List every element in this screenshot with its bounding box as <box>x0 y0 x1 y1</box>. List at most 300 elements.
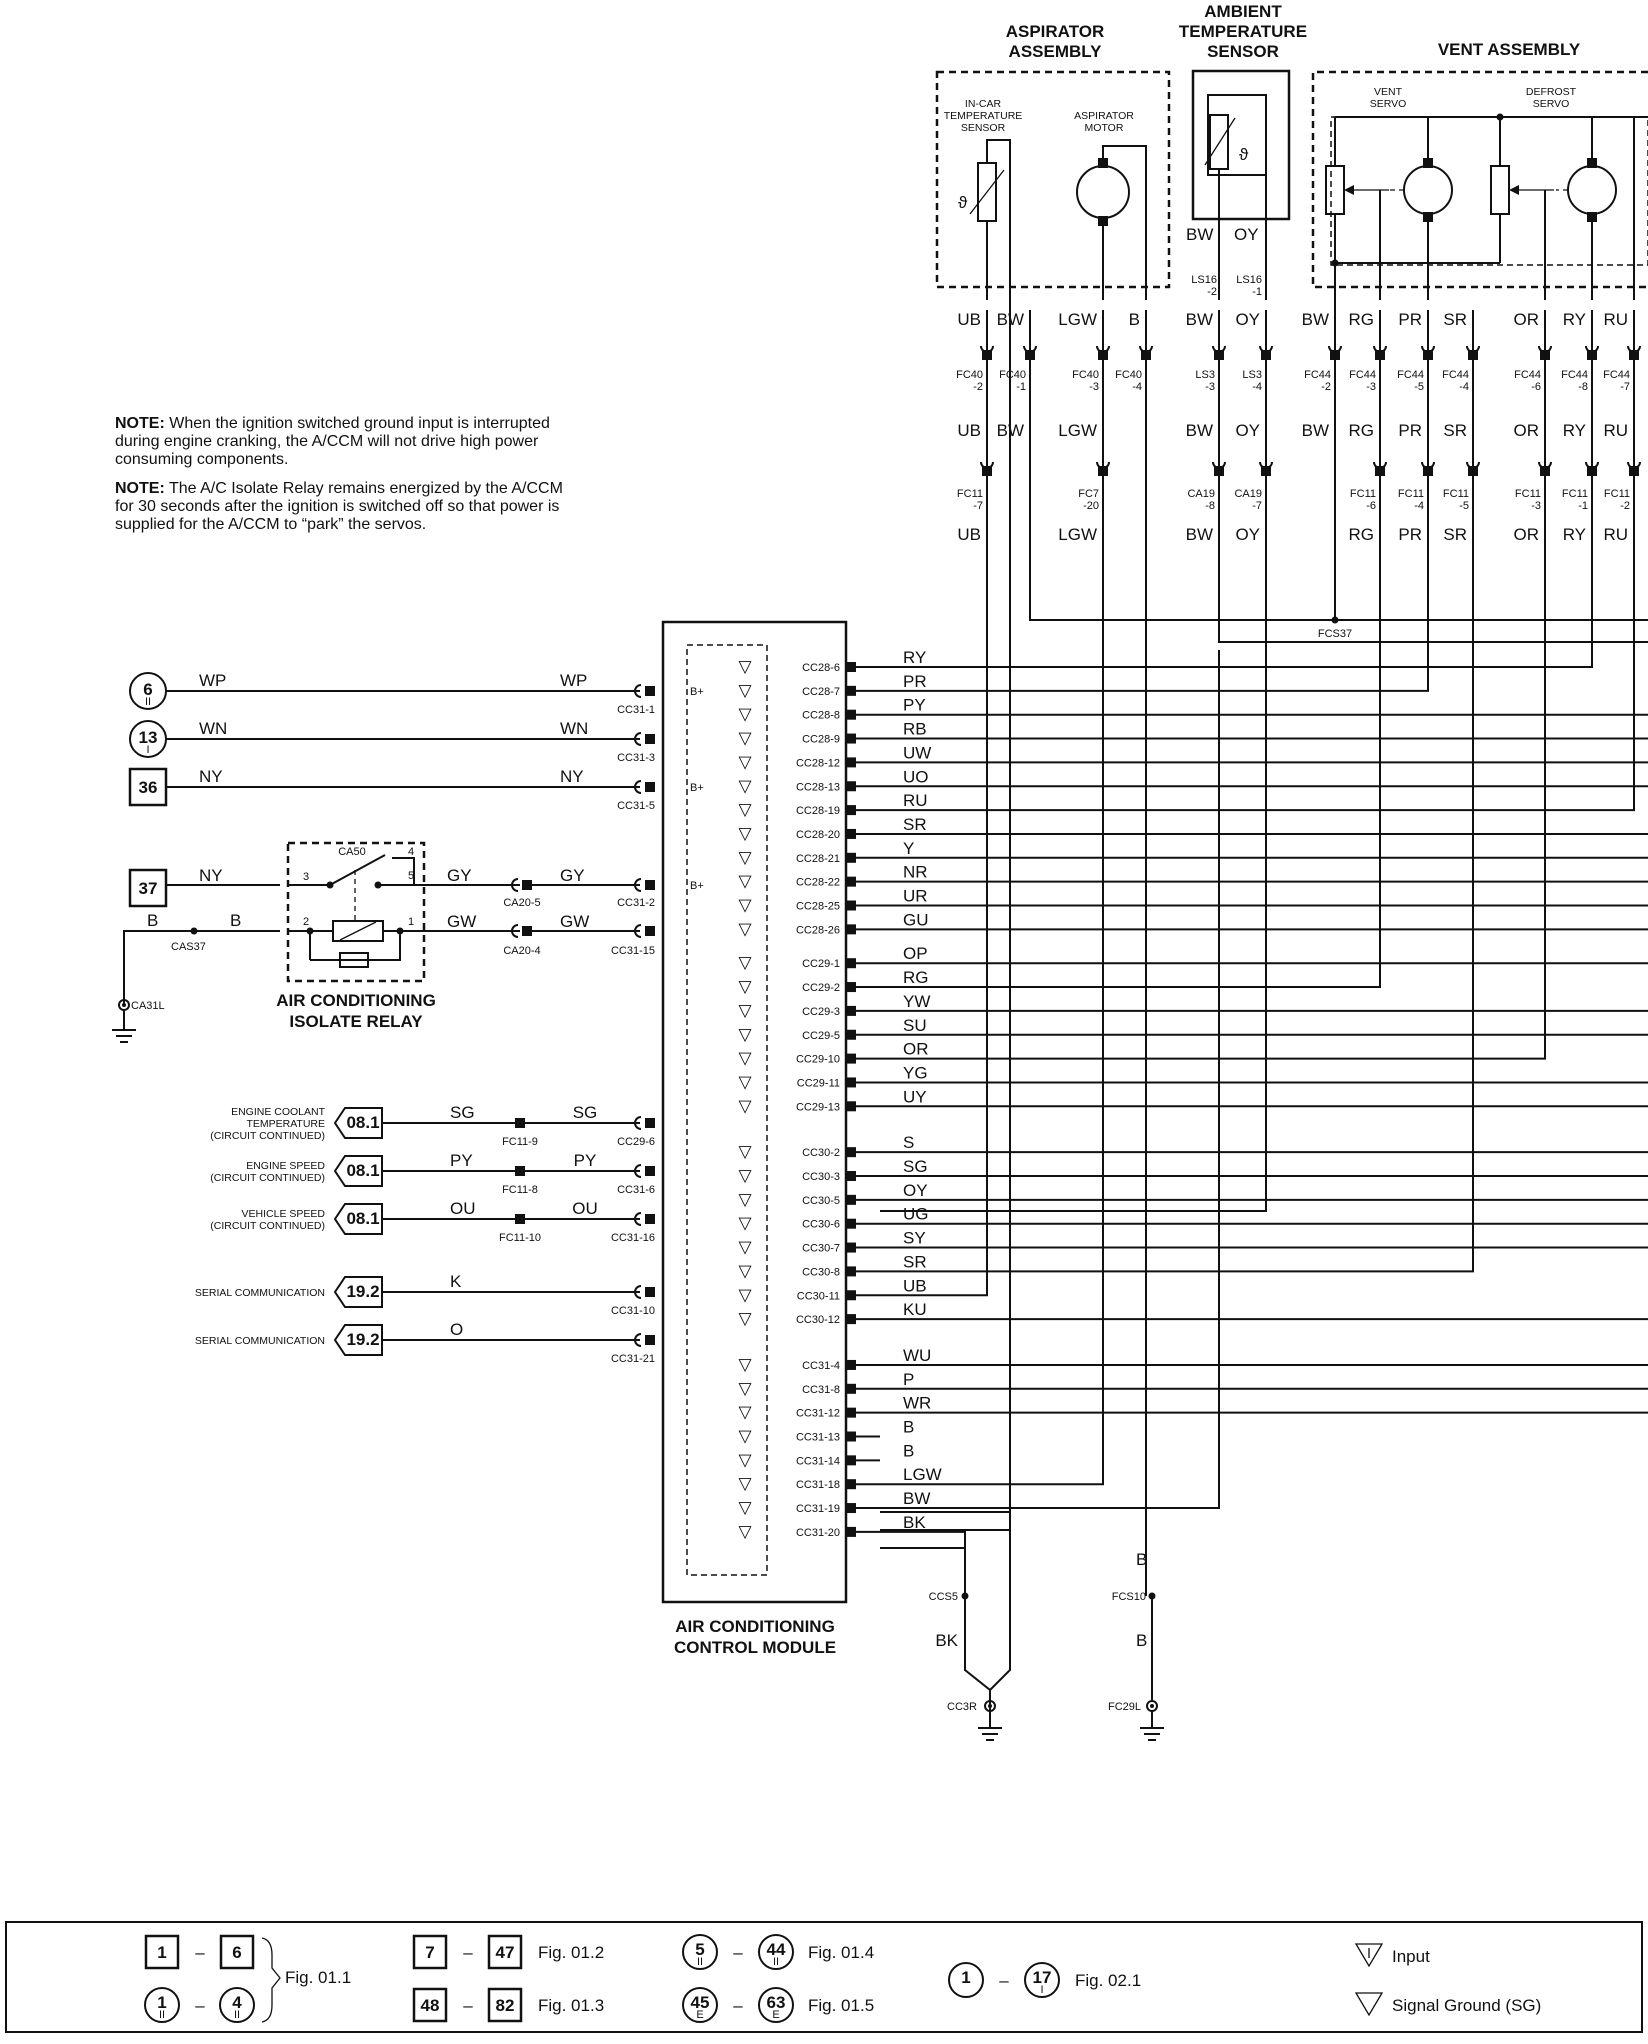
fcs37-splice <box>1332 617 1339 624</box>
circuit-ref-number: 08.1 <box>346 1161 380 1180</box>
fcs37-label: FCS37 <box>1317 628 1353 640</box>
inline-pin <box>515 1118 525 1128</box>
row3-connector-pin: -5 <box>1459 500 1469 512</box>
left-wire-b: WP <box>560 671 588 690</box>
module-pin-wire: P <box>903 1369 915 1389</box>
legend-ref-sub: II <box>696 1956 704 1968</box>
module-pin-label: CC30-8 <box>802 1266 840 1279</box>
row3-connector-pin: -3 <box>1531 500 1541 512</box>
aspirator-motor-icon <box>1077 166 1129 218</box>
control-module <box>663 622 846 1657</box>
module-pin-terminal <box>846 734 856 744</box>
svg-text:GY: GY <box>447 866 472 885</box>
module-name-1: AIR CONDITIONING <box>675 1617 835 1636</box>
signal-ground-icon: ▽ <box>738 1261 752 1281</box>
circuit-ref-connector-label: CC31-16 <box>610 1232 655 1244</box>
legend-dash: – <box>463 1996 473 2015</box>
module-pin-label: CC28-19 <box>795 805 840 818</box>
left-connector-label: CC31-1 <box>617 704 655 716</box>
legend-signal-ground-icon <box>1356 1993 1382 2015</box>
circuit-ref-connector-label: CC31-6 <box>617 1184 655 1196</box>
signal-ground-icon: ▽ <box>738 1213 752 1233</box>
legend-ref-number: 48 <box>420 1996 440 2015</box>
aspirator-assembly <box>937 72 1169 300</box>
row2-wire-label: RG <box>1348 421 1374 440</box>
legend-ref-number: 7 <box>425 1943 435 1962</box>
row3-connector-pin: -6 <box>1366 500 1376 512</box>
row1-wire-label: BW <box>1301 310 1329 329</box>
relay-ground-label: CA31L <box>131 1000 165 1012</box>
note-1-line-1: NOTE: When the ignition switched ground input is interrupted <box>115 415 550 432</box>
module-pin-label: CC30-12 <box>795 1314 840 1327</box>
circuit-ref-connector-label: CC31-21 <box>610 1353 655 1365</box>
svg-text:LS16: LS16 <box>1191 274 1217 286</box>
circuit-ref-inline: FC11-10 <box>499 1232 541 1244</box>
module-pin-label: CC31-14 <box>795 1455 840 1468</box>
row1-wire-label: PR <box>1398 310 1422 329</box>
signal-ground-icon: ▽ <box>738 752 752 772</box>
module-pin-wire: B <box>903 1441 915 1461</box>
row1-wire-label: OY <box>1235 310 1260 329</box>
legend-sg-label: Signal Ground (SG) <box>1392 1996 1542 2015</box>
legend-ref-number: 17 <box>1032 1968 1052 1987</box>
module-pin-wire: S <box>903 1133 915 1153</box>
svg-text:B: B <box>1136 1631 1148 1650</box>
module-pins <box>738 648 1648 1596</box>
row3-connector-pin: -20 <box>1083 500 1099 512</box>
signal-ground-icon: ▽ <box>738 1378 752 1398</box>
module-pin-terminal <box>846 877 856 887</box>
module-pin-wire: RY <box>903 648 927 667</box>
note-1-line-3: consuming components. <box>115 451 289 468</box>
left-ref-number: 13 <box>138 728 158 747</box>
row1-connector-label: FC40 <box>956 369 983 381</box>
row2-wire-label: RU <box>1603 421 1628 440</box>
svg-text:B: B <box>1136 1550 1148 1569</box>
module-pin-label: CC29-2 <box>802 982 840 995</box>
signal-ground-icon: ▽ <box>738 704 752 724</box>
row1-connector-pin: -3 <box>1366 381 1376 393</box>
row1-connector-pin: -2 <box>1321 381 1331 393</box>
svg-text:-2: -2 <box>1207 286 1217 298</box>
module-pin-wire: OY <box>903 1180 928 1200</box>
legend-dash: – <box>195 1996 205 2015</box>
legend-ref-number: 6 <box>232 1943 242 1962</box>
aspmotor-label-2: MOTOR <box>1084 122 1124 134</box>
circuit-references <box>195 1103 655 1365</box>
top-wire-rows <box>880 300 1648 1596</box>
signal-ground-icon: ▽ <box>738 919 752 939</box>
ambient-theta: ϑ <box>1239 145 1249 164</box>
circuit-ref-inline: FC11-9 <box>502 1136 538 1148</box>
relay-splice-label: CAS37 <box>171 941 206 953</box>
module-pin-label: CC28-25 <box>795 900 840 913</box>
ambient-title-2: TEMPERATURE <box>1178 22 1308 41</box>
row1-wire-label: RU <box>1603 310 1628 329</box>
module-pin-wire: RU <box>903 791 928 811</box>
left-wire-a: WN <box>199 719 228 738</box>
circuit-ref-wire-a: PY <box>450 1151 473 1170</box>
legend-ref-number: 44 <box>766 1940 786 1959</box>
circuit-ref-label: (CIRCUIT CONTINUED) <box>210 1172 325 1184</box>
module-pin-wire: UG <box>903 1204 929 1224</box>
module-pin-wire: SY <box>903 1228 926 1248</box>
module-pin-wire: SR <box>903 1252 927 1272</box>
circuit-ref-wire-b: SG <box>572 1103 598 1122</box>
module-pin-wire: UY <box>903 1087 927 1107</box>
input-symbol-icon: ▽ <box>738 1072 752 1092</box>
row3-connector-label: FC11 <box>1442 488 1469 500</box>
module-pin-wire: KU <box>903 1300 927 1320</box>
left-wire-b: NY <box>560 767 584 786</box>
row1-wire-label: RG <box>1348 310 1374 329</box>
svg-text:5: 5 <box>408 870 415 882</box>
circuit-ref-number: 08.1 <box>346 1113 380 1132</box>
row1-connector-label: FC44 <box>1442 369 1469 381</box>
svg-text:3: 3 <box>303 871 310 883</box>
row2-wire-label: BW <box>1301 421 1329 440</box>
legend-fig: Fig. 01.4 <box>808 1943 875 1962</box>
svg-text:4: 4 <box>408 846 415 858</box>
module-pin-wire: RB <box>903 719 927 739</box>
module-pin-terminal <box>846 1290 856 1300</box>
signal-ground-icon: ▽ <box>738 657 752 676</box>
module-pin-label: CC29-3 <box>802 1005 840 1018</box>
row1-connector-label: FC44 <box>1514 369 1541 381</box>
left-ref-number: 36 <box>138 778 158 797</box>
module-pin-terminal <box>846 1030 856 1040</box>
legend-ref-number: 1 <box>157 1993 167 2012</box>
circuit-ref-wire-b: PY <box>573 1151 597 1170</box>
legend-ref-sub: I <box>1040 1984 1044 1996</box>
row3-connector-pin: -8 <box>1205 500 1215 512</box>
module-pin-wire: SG <box>903 1157 928 1176</box>
svg-text:-1: -1 <box>1252 286 1262 298</box>
circuit-ref-label: (CIRCUIT CONTINUED) <box>210 1130 325 1142</box>
input-symbol-icon: ▽ <box>738 1024 752 1044</box>
module-pin-wire: LGW <box>903 1465 942 1485</box>
svg-text:2: 2 <box>303 916 310 928</box>
svg-text:CC31-2: CC31-2 <box>617 897 655 909</box>
legend-dash: – <box>999 1971 1009 1990</box>
module-pin-terminal <box>846 853 856 863</box>
left-wire-a: NY <box>199 767 223 786</box>
row1-connector-label: FC44 <box>1561 369 1588 381</box>
module-pin-terminal <box>846 1077 856 1087</box>
module-pin-wire: BW <box>903 1489 931 1509</box>
module-pin-wire: WR <box>903 1393 932 1413</box>
svg-text:BK: BK <box>935 1631 958 1650</box>
module-pin-terminal <box>846 924 856 934</box>
module-pin-terminal <box>846 1006 856 1016</box>
circuit-ref-connector-label: CC31-10 <box>610 1305 655 1317</box>
legend-ref-number: 82 <box>495 1996 515 2015</box>
module-pin-wire: OR <box>903 1039 929 1059</box>
module-pin-label: CC29-1 <box>802 958 840 971</box>
aspirator-title-1: ASPIRATOR <box>1005 22 1105 41</box>
defrost-servo-motor-icon <box>1568 166 1616 214</box>
module-pin-label: CC30-6 <box>802 1218 840 1231</box>
left-connector-label: CC31-5 <box>617 800 655 812</box>
module-pin-terminal <box>846 901 856 911</box>
module-pin-label: CC29-5 <box>802 1029 840 1042</box>
module-pin-wire: NR <box>903 862 928 882</box>
relay-name-2: ISOLATE RELAY <box>289 1012 423 1031</box>
module-pin-terminal <box>846 1455 856 1465</box>
signal-ground-icon: ▽ <box>738 1498 752 1518</box>
cc3r-ground-icon <box>978 1711 1002 1740</box>
module-pin-label: CC30-11 <box>796 1290 840 1303</box>
legend-ref-number: 45 <box>690 1993 710 2012</box>
svg-text:CCS5: CCS5 <box>928 1591 958 1603</box>
row3-connector-label: FC11 <box>1349 488 1376 500</box>
left-wire-b: WN <box>560 719 589 738</box>
row1-wire-label: OR <box>1513 310 1539 329</box>
svg-text:B: B <box>147 911 159 930</box>
incar-theta: ϑ <box>958 193 968 212</box>
module-pin-terminal <box>846 1101 856 1111</box>
signal-ground-icon: ▽ <box>738 680 752 700</box>
svg-text:1: 1 <box>408 916 415 928</box>
legend-dash: – <box>195 1943 205 1962</box>
circuit-ref-label: SERIAL COMMUNICATION <box>194 1335 325 1347</box>
module-pin-label: CC30-7 <box>802 1242 840 1255</box>
circuit-ref-number: 19.2 <box>346 1330 380 1349</box>
note-2-line-2: for 30 seconds after the ignition is switched off so that power is <box>115 498 560 515</box>
module-pin-terminal <box>846 1432 856 1442</box>
note-2-line-3: supplied for the A/CCM to “park” the servos. <box>115 516 427 533</box>
module-pin-wire: UO <box>903 767 929 787</box>
left-inputs <box>130 671 704 812</box>
row2-wire-label: OY <box>1235 421 1260 440</box>
module-pin-wire: GU <box>903 910 929 930</box>
legend-dash: – <box>463 1943 473 1962</box>
circuit-ref-wire-a: SG <box>450 1103 475 1122</box>
input-symbol-icon: ▽ <box>738 1048 752 1068</box>
circuit-ref-label: (CIRCUIT CONTINUED) <box>210 1220 325 1232</box>
module-pin-label: CC28-20 <box>795 828 840 841</box>
circuit-ref-label: SERIAL COMMUNICATION <box>194 1287 325 1299</box>
row2-wire-label: PR <box>1398 421 1422 440</box>
row2-wire-label: OR <box>1513 421 1539 440</box>
module-pin-wire: SU <box>903 1015 927 1035</box>
signal-ground-icon: ▽ <box>738 728 752 748</box>
module-pin-wire: UR <box>903 886 928 906</box>
module-pin-terminal <box>846 1408 856 1418</box>
row3-connector-pin: -2 <box>1620 500 1630 512</box>
row2-wire-label: BW <box>1185 421 1213 440</box>
legend-fig: Fig. 01.3 <box>538 1996 605 2015</box>
ambient-title-3: SENSOR <box>1207 42 1279 61</box>
module-pin-label: CC31-13 <box>795 1431 840 1444</box>
relay-name-1: AIR CONDITIONING <box>276 991 436 1010</box>
module-pin-terminal <box>846 1147 856 1157</box>
row1-connector-label: FC40 <box>1115 369 1142 381</box>
legend-input-label: Input <box>1392 1947 1430 1966</box>
row1-connector-label: FC44 <box>1397 369 1424 381</box>
row3-connector-label: FC11 <box>1397 488 1424 500</box>
svg-text:GY: GY <box>560 866 585 885</box>
notes <box>115 415 563 533</box>
module-pin-label: CC31-20 <box>795 1526 840 1539</box>
module-pin-wire: Y <box>903 838 915 858</box>
svg-text:SERVO: SERVO <box>1369 98 1407 110</box>
input-symbol-icon: ▽ <box>738 977 752 997</box>
row3-connector-pin: -7 <box>1252 500 1262 512</box>
incar-label-2: TEMPERATURE <box>943 110 1023 122</box>
left-pin-label: B+ <box>690 782 704 794</box>
svg-text:CA20-5: CA20-5 <box>503 897 541 909</box>
ambient-title-1: AMBIENT <box>1204 2 1282 21</box>
module-pin-label: CC28-8 <box>802 709 840 722</box>
circuit-ref-connector-label: CC29-6 <box>617 1136 655 1148</box>
module-pin-terminal <box>846 982 856 992</box>
svg-text:CC31-15: CC31-15 <box>610 945 655 957</box>
row1-connector-pin: -4 <box>1459 381 1469 393</box>
note-2-line-1: NOTE: The A/C Isolate Relay remains energized by the A/CCM <box>115 480 563 497</box>
signal-ground-icon: ▽ <box>738 800 752 820</box>
module-pin-label: CC28-9 <box>802 733 840 746</box>
circuit-ref-label: TEMPERATURE <box>246 1118 325 1130</box>
row1-connector-pin: -7 <box>1620 381 1630 393</box>
row2-wire-label: RY <box>1562 421 1586 440</box>
circuit-ref-wire-a: OU <box>450 1199 476 1218</box>
signal-ground-icon: ▽ <box>738 776 752 796</box>
row3-connector-label: FC7 <box>1078 488 1099 500</box>
module-pin-label: CC31-19 <box>795 1503 840 1516</box>
legend-ref-sub: II <box>158 2009 166 2021</box>
input-symbol-icon: ▽ <box>738 1096 752 1116</box>
module-pin-label: CC30-5 <box>802 1194 840 1207</box>
svg-text:37: 37 <box>138 879 158 898</box>
signal-ground-icon: ▽ <box>738 1309 752 1329</box>
row3-connector-label: FC11 <box>1561 488 1588 500</box>
module-pin-terminal <box>846 1360 856 1370</box>
row3-connector-label: FC11 <box>956 488 983 500</box>
module-pin-label: CC29-10 <box>795 1053 840 1066</box>
module-pin-wire: SR <box>903 814 927 834</box>
circuit-ref-wire-b: OU <box>572 1199 598 1218</box>
fc29l-label: FC29L <box>1107 1701 1141 1713</box>
module-pin-terminal <box>846 710 856 720</box>
module-pin-label: CC30-2 <box>802 1147 840 1160</box>
module-pin-terminal <box>846 1266 856 1276</box>
legend-ref-number: 63 <box>766 1993 786 2012</box>
svg-text:CA20-4: CA20-4 <box>503 945 541 957</box>
vent-boundary <box>1313 72 1648 287</box>
module-pin-wire: UB <box>903 1276 927 1296</box>
left-ref-sub: II <box>144 696 152 708</box>
ambient-sensor <box>1186 71 1289 300</box>
vent-servo-pot-icon <box>1326 166 1344 214</box>
legend-brace <box>262 1938 280 2022</box>
row3-connector-label: CA19 <box>1187 488 1215 500</box>
signal-ground-icon: ▽ <box>738 895 752 915</box>
module-pin-wire: UW <box>903 743 932 763</box>
vent-assembly <box>1313 72 1648 300</box>
legend-ref-number: 1 <box>961 1968 971 1987</box>
module-pin-label: CC28-22 <box>795 876 840 889</box>
svg-text:FCS10: FCS10 <box>1111 1591 1146 1603</box>
row1-connector-label: FC40 <box>1072 369 1099 381</box>
module-pin-label: CC31-4 <box>802 1359 840 1372</box>
row2-wire-label: LGW <box>1058 421 1097 440</box>
row1-connector-label: LS3 <box>1195 369 1215 381</box>
legend-ref-sub: II <box>772 1956 780 1968</box>
module-pin-terminal <box>846 829 856 839</box>
row1-wire-label: BW <box>1185 310 1213 329</box>
row1-wire-label: UB <box>957 310 981 329</box>
row3-connector-label: CA19 <box>1234 488 1262 500</box>
module-pin-label: CC31-8 <box>802 1383 840 1396</box>
row1-wire-label: B <box>1128 310 1140 329</box>
vent-title: VENT ASSEMBLY <box>1437 40 1581 59</box>
top-titles <box>1006 2 1581 61</box>
circuit-ref-wire-a: O <box>450 1320 464 1339</box>
module-pin-label: CC28-13 <box>795 781 840 794</box>
row1-connector-label: LS3 <box>1242 369 1262 381</box>
signal-ground-icon: ▽ <box>738 1285 752 1305</box>
module-pin-terminal <box>846 1527 856 1537</box>
row1-connector-pin: -8 <box>1578 381 1588 393</box>
module-pin-wire: RG <box>903 968 929 988</box>
module-pin-label: CC30-3 <box>802 1171 840 1183</box>
ambient-wire-bw: BW <box>1186 225 1214 244</box>
row2-wire-label: SR <box>1443 421 1467 440</box>
row3-wire-label: OR <box>1513 525 1539 544</box>
svg-text:B+: B+ <box>690 880 704 892</box>
signal-ground-icon: ▽ <box>738 1402 752 1422</box>
row1-wire-label: RY <box>1562 310 1586 329</box>
signal-ground-icon: ▽ <box>738 847 752 867</box>
module-pin-wire: WU <box>903 1345 932 1365</box>
legend-fig: Fig. 01.5 <box>808 1996 875 2015</box>
row2-wire-label: UB <box>957 421 981 440</box>
signal-ground-icon: ▽ <box>738 1521 752 1541</box>
row1-connector-pin: -3 <box>1089 381 1099 393</box>
circuit-ref-number: 19.2 <box>346 1282 380 1301</box>
row1-connector-pin: -2 <box>973 381 983 393</box>
left-ref-number: 6 <box>143 680 153 699</box>
signal-ground-icon: ▽ <box>738 1426 752 1446</box>
module-pin-label: CC29-13 <box>795 1101 840 1114</box>
svg-text:SERVO: SERVO <box>1532 98 1570 110</box>
input-symbol-icon: ▽ <box>738 1000 752 1020</box>
note-1-line-2: during engine cranking, the A/CCM will not drive high power <box>115 433 539 450</box>
module-pin-label: CC31-12 <box>795 1407 840 1420</box>
left-connector-label: CC31-3 <box>617 752 655 764</box>
module-pin-wire: B <box>903 1417 915 1437</box>
row3-wire-label: RY <box>1562 525 1586 544</box>
module-pin-label: CC31-18 <box>795 1479 840 1492</box>
module-pin-terminal <box>846 781 856 791</box>
module-pin-terminal <box>846 1171 856 1181</box>
inline-pin <box>515 1166 525 1176</box>
signal-ground-icon: ▽ <box>738 823 752 843</box>
left-ref-sub: I <box>146 744 150 756</box>
isolate-relay <box>112 843 704 1042</box>
legend-dash: – <box>733 1996 743 2015</box>
left-wire-a: WP <box>199 671 227 690</box>
legend-ref-sub: E <box>696 2009 704 2021</box>
svg-text:B: B <box>230 911 242 930</box>
row3-connector-label: FC11 <box>1514 488 1541 500</box>
legend-items <box>145 1935 1541 2022</box>
module-pin-terminal <box>846 1195 856 1205</box>
module-pin-wire: YW <box>903 991 931 1011</box>
ambient-wire-oy: OY <box>1234 225 1259 244</box>
row1-connector-label: FC44 <box>1304 369 1331 381</box>
